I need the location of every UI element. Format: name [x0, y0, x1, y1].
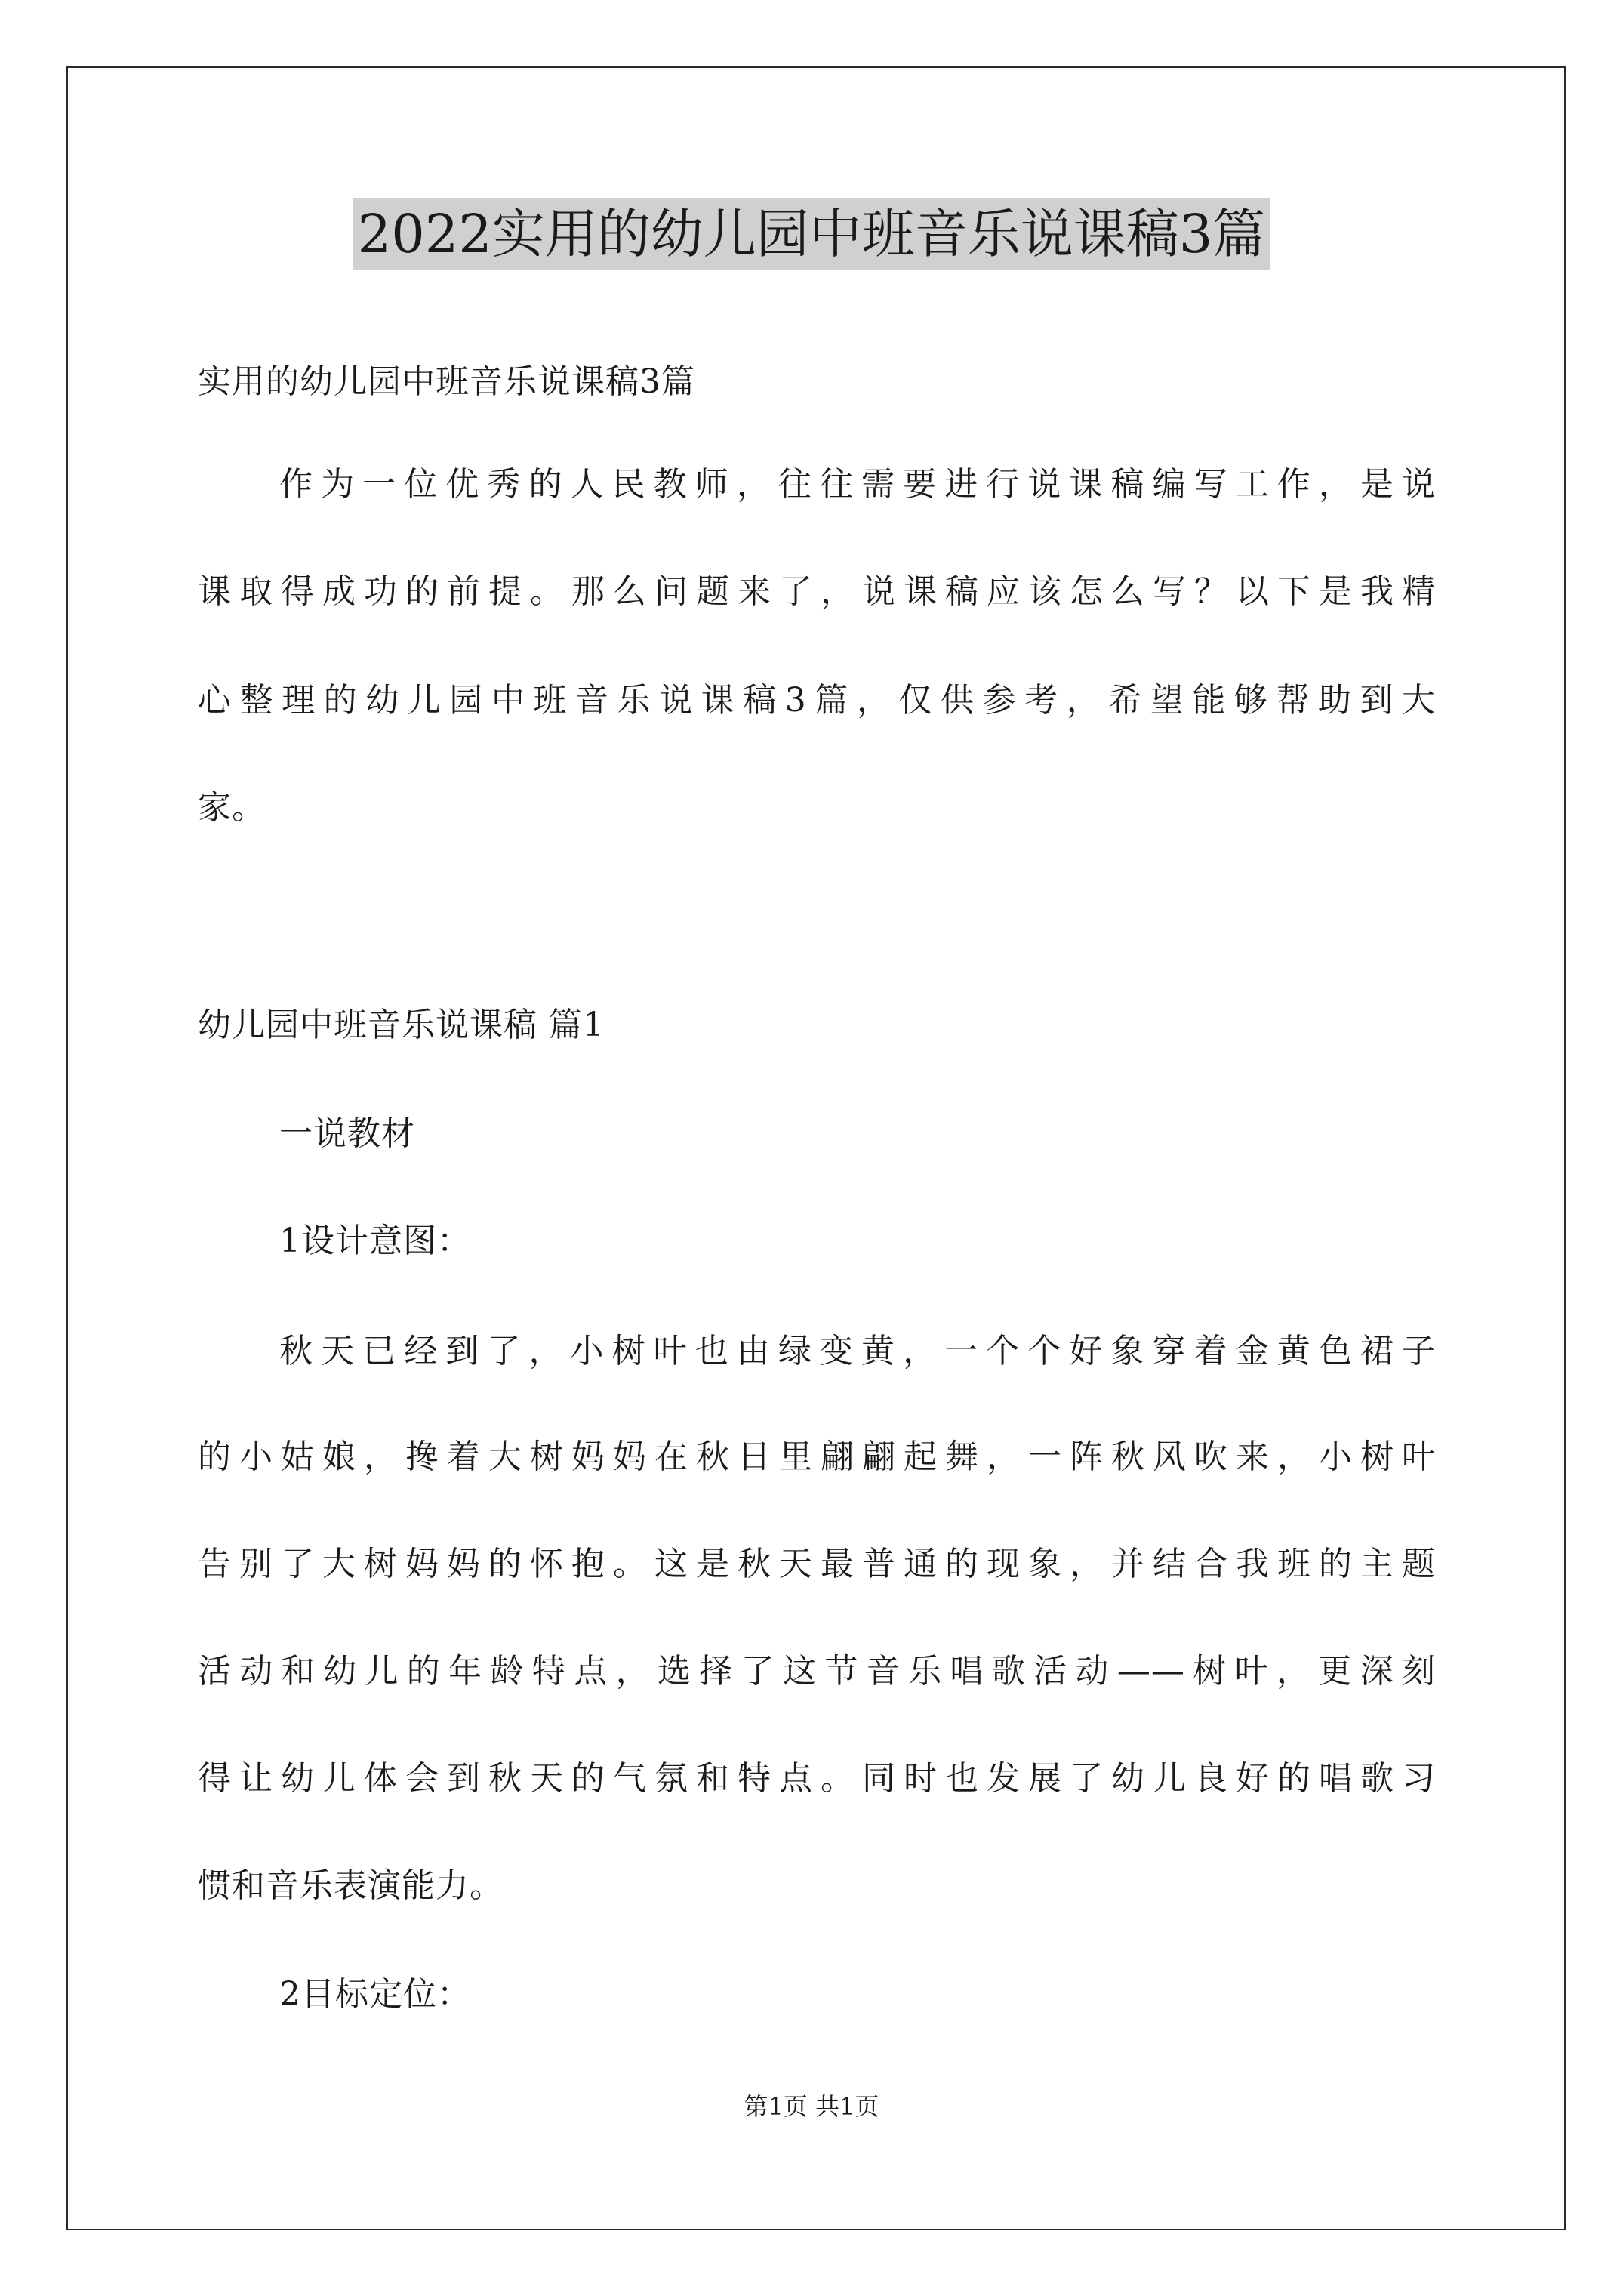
subtitle-line: 实用的幼儿园中班音乐说课稿3篇 [198, 362, 695, 401]
title-wrap [0, 198, 1623, 270]
body-line: 家。 [198, 788, 266, 827]
body-line: 告别了大树妈妈的怀抱。这是秋天最普通的现象，并结合我班的主题 [198, 1545, 1436, 1583]
sub-heading: 一说教材 [279, 1114, 415, 1153]
body-line: 作为一位优秀的人民教师，往往需要进行说课稿编写工作，是说 [279, 465, 1436, 504]
body-line: 得让幼儿体会到秋天的气氛和特点。同时也发展了幼儿良好的唱歌习 [198, 1759, 1436, 1798]
body-line: 秋天已经到了，小树叶也由绿变黄，一个个好象穿着金黄色裙子 [279, 1332, 1436, 1370]
page-footer: 第1页 共1页 [744, 2092, 879, 2121]
body-line: 活动和幼儿的年龄特点，选择了这节音乐唱歌活动——树叶，更深刻 [198, 1652, 1436, 1690]
body-line: 心整理的幼儿园中班音乐说课稿3篇，仅供参考，希望能够帮助到大 [198, 681, 1436, 720]
sub-heading: 1设计意图： [279, 1222, 471, 1260]
document-title: 2022实用的幼儿园中班音乐说课稿3篇 [353, 198, 1270, 270]
body-line: 的小姑娘，搀着大树妈妈在秋日里翩翩起舞，一阵秋风吹来，小树叶 [198, 1438, 1436, 1476]
body-line: 课取得成功的前提。那么问题来了，说课稿应该怎么写？以下是我精 [198, 572, 1436, 611]
sub-heading: 2目标定位： [279, 1975, 471, 2014]
body-line: 惯和音乐表演能力。 [198, 1866, 504, 1905]
section-heading: 幼儿园中班音乐说课稿 篇1 [198, 1006, 605, 1044]
